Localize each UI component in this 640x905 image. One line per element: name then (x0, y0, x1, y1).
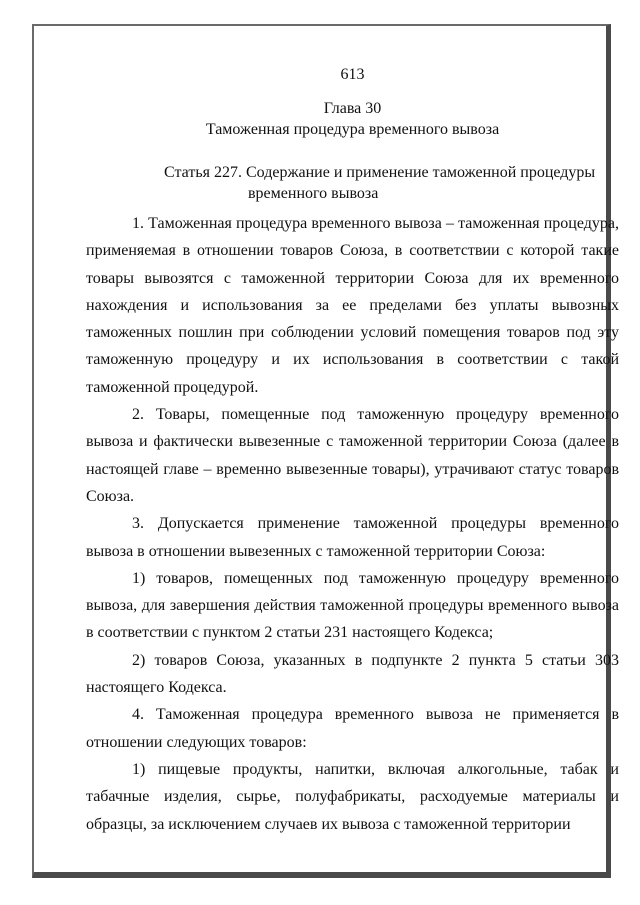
paragraph: 4. Таможенная процедура временного вывоза не применяется в отношении следующих товаров: (86, 706, 619, 751)
paragraph: 1. Таможенная процедура временного вывоза – таможенная процедура, применяемая в отношении товаров Союза, в соответствии с которой такие товары вывозятся с таможенной территории Союза для их временного нахождения и использования за ее пределами без уплаты вывозных таможенных пошлин при соблюдении условий помещения товаров под эту таможенную процедуру и их использования в соответствии с такой таможенной процедурой. (86, 215, 619, 396)
chapter-number: Глава 30 (323, 100, 382, 117)
paragraph: 1) пищевые продукты, напитки, включая алкогольные, табак и табачные изделия, сырье, полуфабрикаты, расходуемые материалы и образцы, за исключением случаев их вывоза с таможенной территории (86, 760, 619, 833)
chapter-heading (86, 98, 619, 140)
article-title-line-1: Статья 227. Содержание и применение таможенной процедуры (164, 164, 596, 181)
article-heading (164, 162, 624, 204)
paragraph: 3. Допускается применение таможенной процедуры временного вывоза в отношении вывезенных с таможенной территории Союза: (86, 515, 619, 560)
page-number: 613 (340, 66, 365, 83)
document-page (32, 24, 619, 878)
paragraph: 2) товаров Союза, указанных в подпункте 2 пункта 5 статьи 303 настоящего Кодекса. (86, 651, 619, 697)
paragraph: 2. Товары, помещенные под таможенную процедуру временного вывоза и фактически вывезенные с таможенной территории Союза (далее в настоящей главе – временно вывезенные товары), утрачивают статус товаров Союза. (86, 406, 619, 505)
chapter-title: Таможенная процедура временного вывоза (205, 121, 500, 138)
article-title-line-2: временного вывоза (248, 185, 379, 202)
article-body (86, 210, 619, 838)
paragraph: 1) товаров, помещенных под таможенную процедуру временного вывоза, для завершения действия таможенной процедуры временного вывоза в соответствии с пунктом 2 статьи 231 настоящего Кодекса; (86, 569, 619, 642)
